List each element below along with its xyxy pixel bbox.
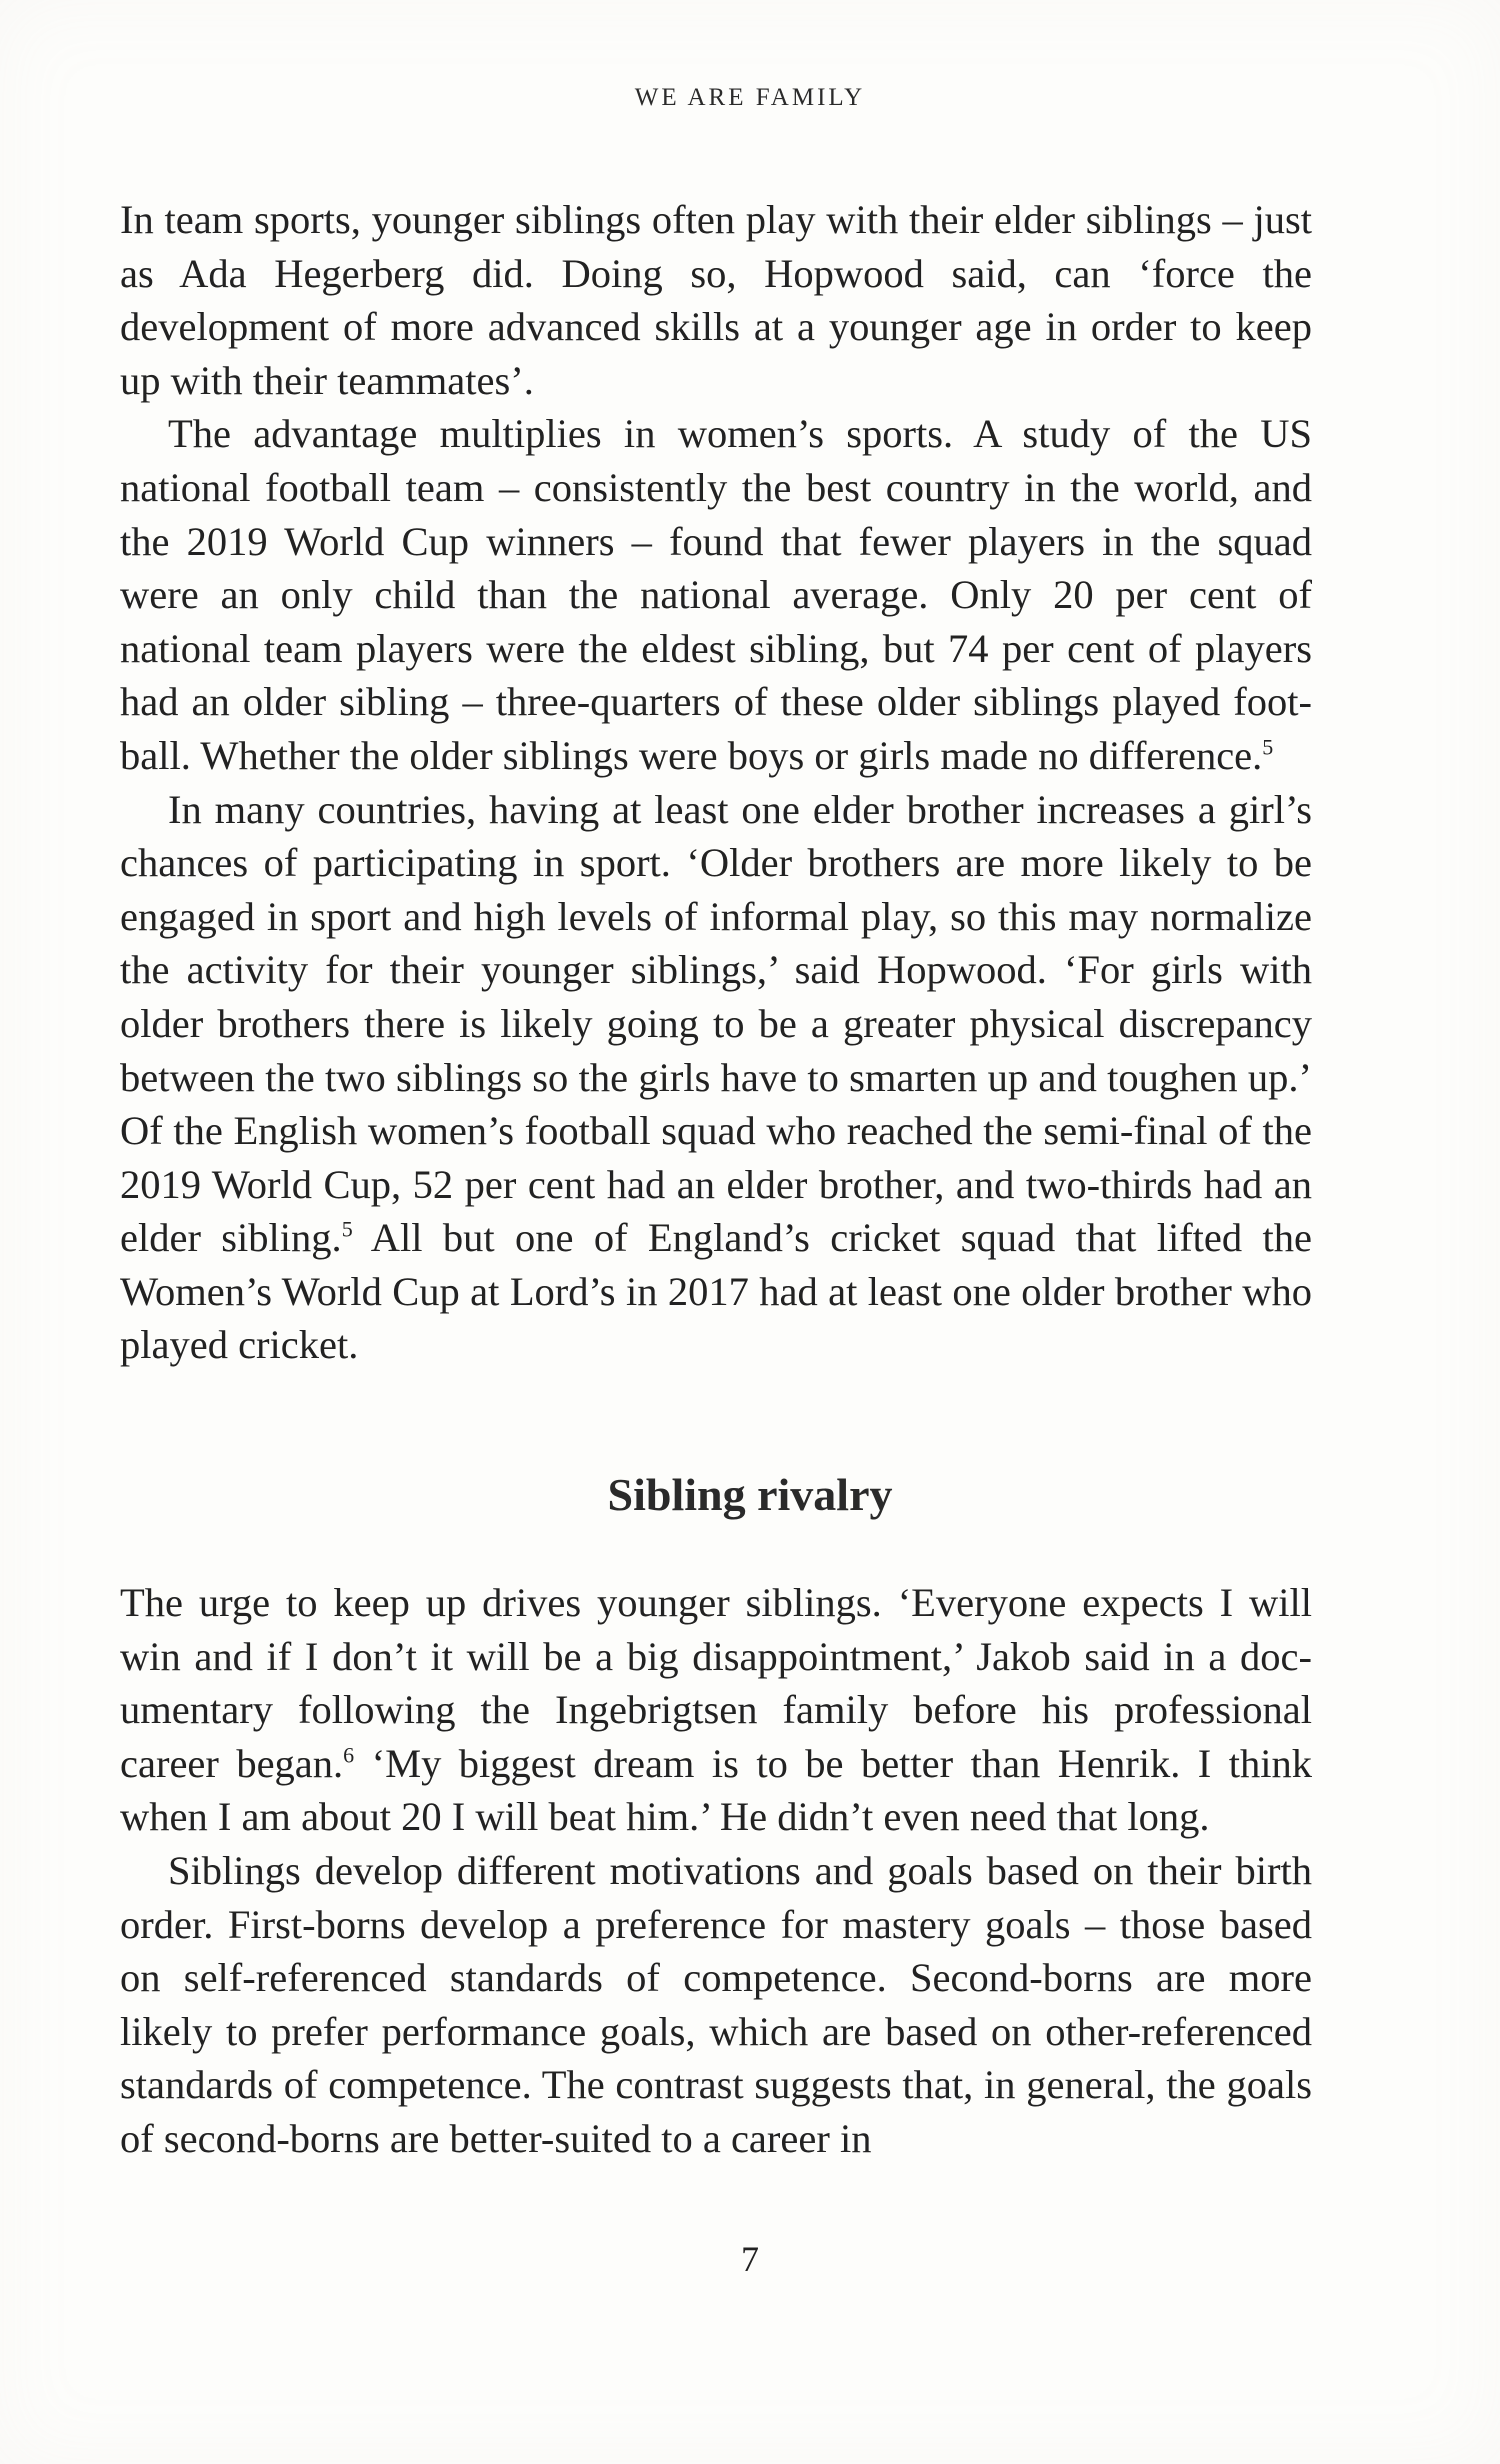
paragraph-text: All but one of England’s cricket squad that lifted the Women’s World Cup at Lord’s in 2017 had at least one older brother who played cricket. xyxy=(120,1215,1312,1368)
body-text-top xyxy=(120,193,1312,1372)
page-number: 7 xyxy=(741,2239,759,2279)
paragraph xyxy=(120,783,1312,1373)
paragraph xyxy=(120,193,1312,407)
paragraph-text: In many countries, having at least one elder brother increases a girl’s chances of participating in sport. ‘Older brothers are more likely to be engaged in sport and high levels of informal play, so this may normalize the activity for their younger siblings,’ said Hopwood. ‘For girls with older brothers there is likely going to be a greater physical discrepancy between the two siblings so the girls have to smarten up and toughen up.’ Of the English women’s football squad who reached the semi-final of the 2019 World Cup, 52 per cent had an elder brother, and two-thirds had an elder sibling. xyxy=(120,786,1312,1261)
paragraph-text: In team sports, younger siblings often play with their elder siblings – just as Ada Hegerberg did. Doing so, Hopwood said, can ‘force the development of more advanced skills at a younger age in order to keep up with their teammates’. xyxy=(120,197,1312,403)
paragraph xyxy=(120,1576,1312,1844)
paragraph xyxy=(120,1844,1312,2166)
paragraph-text: Siblings develop different motivations and goals based on their birth order. First-borns develop a preference for mastery goals – those based on self-referenced standards of competence. Second-borns are more likely to prefer performance goals, which are based on other-referenced standards of competence. The contrast suggests that, in general, the goals of second-borns are better-suited to a career in xyxy=(120,1847,1312,2161)
paragraph xyxy=(120,407,1312,782)
paragraph-text: The urge to keep up drives younger siblings. ‘Everyone expects I will win and if I don’t it will be a big disappointment,’ Jakob said in a doc-umentary following the Ingebrigtsen family before his professional career began. xyxy=(120,1580,1312,1786)
body-text-bottom xyxy=(120,1576,1312,2166)
footnote-marker: 5 xyxy=(1262,734,1274,760)
paragraph-text: The advantage multiplies in women’s sports. A study of the US national football team – consistently the best country in the world, and the 2019 World Cup winners – found that fewer players in the squad were an only child than the national average. Only 20 per cent of national team players were the eldest sibling, but 74 per cent of players had an older sibling – three-quarters of these older siblings played foot-ball. Whether the older siblings were boys or girls made no difference. xyxy=(120,411,1312,778)
footnote-marker: 5 xyxy=(341,1216,353,1242)
section-heading: Sibling rivalry xyxy=(607,1469,893,1520)
running-head: WE ARE FAMILY xyxy=(634,84,866,111)
footnote-marker: 6 xyxy=(343,1742,355,1768)
paragraph-text: ‘My biggest dream is to be better than Henrik. I think when I am about 20 I will beat him.’ He didn’t even need that long. xyxy=(120,1740,1312,1840)
